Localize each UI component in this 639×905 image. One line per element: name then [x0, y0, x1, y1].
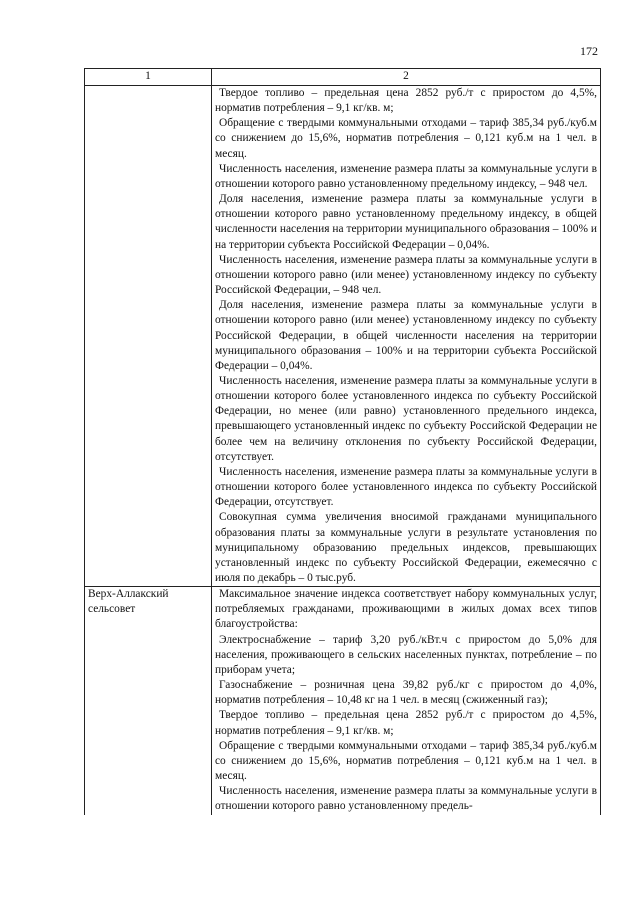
indicator-paragraph: Доля населения, изменение размера платы за коммунальные услуги в отношении которого равно установленному предельному индексу, в общей численности населения на территории муниципального образования – 100% и на территории субъекта Российской Федерации – 0,04%. [215, 193, 597, 251]
indicator-paragraph: Обращение с твердыми коммунальными отходами – тариф 385,34 руб./куб.м со снижением до 15,6%, норматив потребления – 0,121 куб.м на 1 чел. в месяц. [215, 117, 597, 160]
municipality-cell [85, 86, 212, 587]
indicator-paragraph: Численность населения, изменение размера платы за коммунальные услуги в отношении которого равно установленному предель- [215, 785, 597, 813]
content-table [84, 68, 601, 815]
indicator-paragraph: Обращение с твердыми коммунальными отходами – тариф 385,34 руб./куб.м со снижением до 15,6%, норматив потребления – 0,121 куб.м на 1 чел. в месяц. [215, 739, 597, 783]
indicators-cell [212, 587, 601, 815]
indicator-paragraph: Электроснабжение – тариф 3,20 руб./кВт.ч с приростом до 5,0% для населения, проживающего в сельских населенных пунктах, потребление – по приборам учета; [215, 633, 597, 676]
indicator-paragraph: Численность населения, изменение размера платы за коммунальные услуги в отношении которого равно (или менее) установленному индексу по субъекту Российской Федерации, – 948 чел. [215, 253, 597, 297]
indicator-paragraph: Численность населения, изменение размера платы за коммунальные услуги в отношении которого более установленного индекса по субъекту Российской Федерации, но менее (или равно) установленного предельного индекса, превышающего установленный индекс по субъекту Российской Федерации не более чем на величину отклонения по субъекту Российской Федерации, отсутствует. [215, 374, 597, 463]
indicator-paragraph: Численность населения, изменение размера платы за коммунальные услуги в отношении которого равно установленному предельному индексу, – 948 чел. [215, 162, 597, 190]
indicator-paragraph: Совокупная сумма увеличения вносимой гражданами муниципального образования платы за коммунальные услуги в результате установления по муниципальному образованию предельных индексов, превышающих установленный индекс по субъекту Российской Федерации, ежемесячно с июля по декабрь – 0 тыс.руб. [215, 511, 597, 584]
table-row [85, 86, 601, 587]
page-number: 172 [580, 44, 598, 58]
indicator-paragraph: Твердое топливо – предельная цена 2852 руб./т с приростом до 4,5%, норматив потребления – 9,1 кг/кв. м; [215, 709, 597, 737]
indicator-paragraph: Газоснабжение – розничная цена 39,82 руб./кг с приростом до 4,0%, норматив потребления – 10,48 кг на 1 чел. в месяц (сжиженный газ); [215, 679, 597, 707]
column-header-1: 1 [85, 69, 212, 86]
municipality-cell [85, 587, 212, 815]
table-header-row [85, 69, 601, 86]
indicators-cell [212, 86, 601, 587]
indicator-paragraph: Твердое топливо – предельная цена 2852 руб./т с приростом до 4,5%, норматив потребления – 9,1 кг/кв. м; [215, 87, 597, 115]
indicator-paragraph: Численность населения, изменение размера платы за коммунальные услуги в отношении которого более установленного индекса по субъекту Российской Федерации, отсутствует. [215, 465, 597, 509]
indicator-paragraph: Доля населения, изменение размера платы за коммунальные услуги в отношении которого равно (или менее) установленному индексу по субъекту Российской Федерации, в общей численности населения на территории муниципального образования – 100% и на территории субъекта Российской Федерации – 0,04%. [215, 299, 597, 372]
table-row [85, 587, 601, 815]
municipality-name: Верх-Аллакский сельсовет [88, 588, 169, 616]
indicator-paragraph: Максимальное значение индекса соответствует набору коммунальных услуг, потребляемых гражданами, проживающими в жилых домах всех типов благоустройства: [215, 588, 597, 631]
column-header-2: 2 [212, 69, 601, 86]
